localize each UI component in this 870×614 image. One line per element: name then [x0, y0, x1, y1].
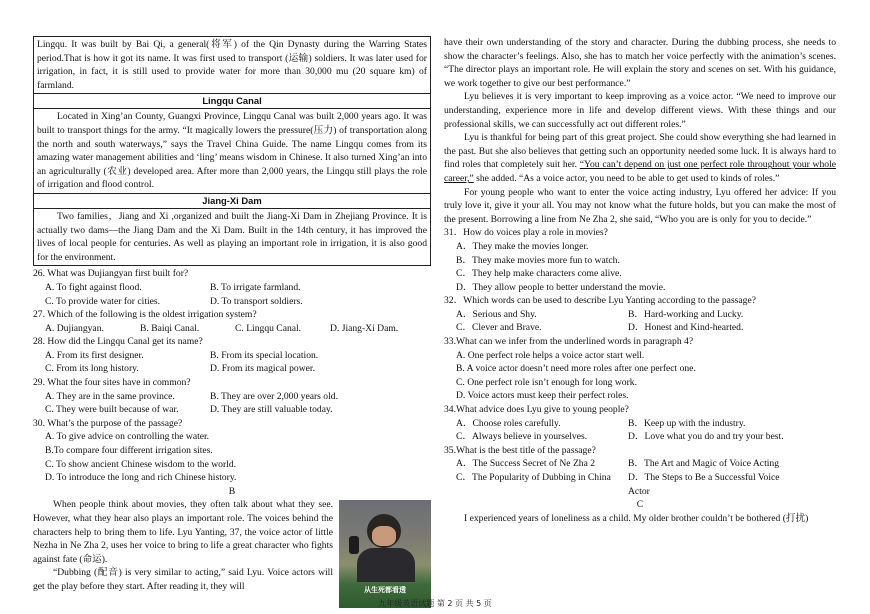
jiangxi-text: Two families，Jiang and Xi ,organized and built the Jiang-Xi Dam in Zhejiang Province. It is actually two dams—the Jiang Dam and the Xi Dam. Built in the 14th century, it has improved the lives of local people for centuries. As well as playing an important role in irrigation, it is also good for the environment.: [37, 210, 427, 263]
photo-caption: 从生死都看透: [364, 586, 406, 595]
option-c: C. One perfect role isn’t enough for long work.: [456, 376, 637, 388]
lingqu-row: [34, 108, 430, 193]
option-c: C. From its long history.: [45, 363, 139, 375]
option-d: D．Love what you do and try your best.: [628, 431, 784, 443]
question-stem: 28. How did the Lingqu Canal get its name?: [33, 336, 203, 348]
option-c: C. They were built because of war.: [45, 404, 179, 416]
question-stem: 29. What the four sites have in common?: [33, 377, 191, 389]
option-b: B. A voice actor doesn’t need more roles after one perfect one.: [456, 363, 696, 375]
question-stem: 30. What’s the purpose of the passage?: [33, 417, 183, 429]
option-list: [33, 390, 431, 417]
option-a: A. To fight against flood.: [45, 281, 142, 293]
option-a: A. Dujiangyan.: [45, 322, 104, 334]
option-b: B.To compare four different irrigation sites.: [45, 445, 213, 457]
question-32: [444, 294, 836, 335]
option-d: D. Voice actors must keep their perfect roles.: [456, 390, 629, 402]
question-26: [33, 267, 431, 308]
photo-figure-body: [357, 548, 415, 582]
question-30: [33, 417, 431, 485]
option-b: B．Keep up with the industry.: [628, 417, 746, 429]
option-d: D. They are still valuable today.: [210, 404, 333, 416]
passage-a-intro: Lingqu. It was built by Bai Qi, a general(将军) of the Qin Dynasty during the Warring States period.That is how it got its name. It was first used to transport (运输) soldiers. It was later used for irrigation, in fact, it is still used to provide water for more than 30,000 mu (20 square km) of farmland.: [37, 39, 427, 91]
option-b: B．The Art and Magic of Voice Acting: [628, 458, 779, 470]
jiangxi-row: [34, 208, 430, 265]
option-d: D. To introduce the long and rich Chinese history.: [45, 472, 237, 484]
jiangxi-title: Jiang-Xi Dam: [34, 193, 430, 208]
option-d: D. Jiang-Xi Dam.: [330, 322, 399, 334]
option-c: C．Always believe in yourselves.: [456, 431, 588, 443]
p5-text-before: Lyu is thankful for being part of this great project. She could show everything she had learned in the past. But she also believes that getting such an opportunity needed some luck. It is always hard to find roles that completely suit her.: [444, 132, 836, 171]
passage-a-intro-row: [34, 37, 430, 93]
option-c: C．Clever and Brave.: [456, 322, 542, 334]
option-d: D. From its magical power.: [210, 363, 315, 375]
option-list: [444, 457, 836, 498]
option-a: A．The Success Secret of Ne Zha 2: [456, 458, 596, 470]
passage-c-label: C: [636, 499, 644, 511]
question-28: [33, 335, 431, 376]
option-b: B. From its special location.: [210, 349, 319, 361]
passage-b-p5: [444, 131, 836, 185]
questions-a: [33, 267, 431, 485]
option-list: [33, 322, 431, 336]
option-d: D. To transport soldiers.: [210, 295, 303, 307]
option-c: C．They help make characters come alive.: [456, 268, 622, 280]
question-31: [444, 226, 836, 294]
option-list: [444, 240, 836, 294]
option-a: A．They make the movies longer.: [456, 240, 589, 252]
option-list: [33, 430, 431, 484]
option-c: C. To show ancient Chinese wisdom to the world.: [45, 458, 237, 470]
passage-b-label: B: [228, 485, 236, 497]
option-b: B. Baiqi Canal.: [140, 322, 200, 334]
option-a: A. From its first designer.: [45, 349, 144, 361]
option-d: D．They allow people to better understand the movie.: [456, 281, 666, 293]
passage-b-p4: Lyu believes it is very important to keep improving as a voice actor. “We need to improve our understanding, experience more in life and develop different views. With these things and our professional skills, we can successfully act out different roles.”: [444, 91, 836, 130]
photo-figure-face: [372, 526, 396, 546]
question-stem: 35.What is the best title of the passage?: [444, 444, 596, 456]
question-34: [444, 403, 836, 444]
question-stem: 27. Which of the following is the oldest irrigation system?: [33, 309, 257, 321]
option-list: [33, 349, 431, 376]
option-list: [444, 349, 836, 403]
left-column: [33, 36, 431, 610]
right-column: [444, 36, 836, 525]
underlined-quote: “You can’t depend on just one perfect role throughout your whole career,”: [444, 159, 837, 184]
option-b: B. To irrigate farmland.: [210, 281, 301, 293]
passage-c-p1: I experienced years of loneliness as a child. My older brother couldn’t be bothered (打扰): [464, 512, 809, 524]
page-footer: 九年级英语试题 第 2 页 共 5 页: [378, 599, 492, 608]
option-d: D．The Steps to Be a Successful Voice Actor: [628, 472, 780, 497]
option-list: [444, 308, 836, 335]
option-a: A．Choose roles carefully.: [456, 417, 561, 429]
passage-b-start: [33, 498, 431, 593]
passage-b-p6: For young people who want to enter the voice acting industry, Lyu offered her advice: If you truly love it, give it your all. You may not know what the future holds, but you can make the most of the present. Borrowing a line from Ne Zha 2, she said, “Who you are is only for you to decide.”: [444, 186, 836, 225]
question-stem: 34.What advice does Lyu give to young people?: [444, 404, 629, 416]
question-35: [444, 444, 836, 498]
option-a: A. They are in the same province.: [45, 390, 175, 402]
option-b: B．Hard-working and Lucky.: [628, 308, 744, 320]
option-a: A. One perfect role helps a voice actor start well.: [456, 349, 645, 361]
question-33: [444, 335, 836, 403]
question-29: [33, 376, 431, 417]
option-c: C. Lingqu Canal.: [235, 322, 302, 334]
passage-b-p3: have their own understanding of the story and character. During the dubbing process, she needs to show the character’s feelings. Also, she has to match her voice perfectly with the animation’s scenes. “The director plays an important role. He will explain the story and scenes on set. With his guidance, we work together to give our best performance.”: [444, 37, 836, 89]
option-b: B．They make movies more fun to watch.: [456, 254, 620, 266]
lingqu-text: Located in Xing’an County, Guangxi Province, Lingqu Canal was built 2,000 years ago. It was built to transport things for the army. “It magically lowers the pressure(压力) of transportation along the north and south waterways,” says the Travel China Guide. The name Lingqu comes from its amazing water management abilities and ‘ling’ means wisdom in Chinese. It also turned Xing’an into an agriculturally (农业) developed area. After more than 2,000 years, the Lingqu still plays the role of irrigation and flood control.: [37, 111, 427, 191]
option-a: A. To give advice on controlling the water.: [45, 431, 210, 443]
option-c: C．The Popularity of Dubbing in China: [456, 472, 611, 483]
lingqu-title: Lingqu Canal: [34, 93, 430, 108]
p5-text-after: she added. “As a voice actor, you need to be able to get used to kinds of roles.”: [473, 172, 780, 184]
lyu-yanting-photo: [339, 500, 431, 608]
option-a: A．Serious and Shy.: [456, 308, 537, 320]
microphone-icon: [349, 536, 359, 554]
question-stem: 31．How do voices play a role in movies?: [444, 227, 608, 239]
question-27: [33, 308, 431, 335]
option-c: C. To provide water for cities.: [45, 295, 161, 307]
option-list: [33, 281, 431, 308]
option-list: [444, 417, 836, 444]
passage-a-table: [33, 36, 431, 266]
passage-b-p1: When people think about movies, they often talk about what they see. However, what they hear also plays an important role. The voices behind the characters help to bring them to life. Lyu Yanting, 37, the voice actor of little Nezha in Ne Zha 2, uses her voice to bring to life a great character who fights against fate (命运).: [33, 499, 333, 565]
question-stem: 32．Which words can be used to describe Lyu Yanting according to the passage?: [444, 295, 756, 307]
question-stem: 26. What was Dujiangyan first built for?: [33, 268, 189, 280]
question-stem: 33.What can we infer from the underlined words in paragraph 4?: [444, 336, 694, 348]
passage-b-p2: “Dubbing (配音) is very similar to acting,” said Lyu. Voice actors will get the play before they start. After reading it, they will: [33, 567, 333, 592]
option-d: D．Honest and Kind-hearted.: [628, 322, 744, 334]
option-b: B. They are over 2,000 years old.: [210, 390, 338, 402]
